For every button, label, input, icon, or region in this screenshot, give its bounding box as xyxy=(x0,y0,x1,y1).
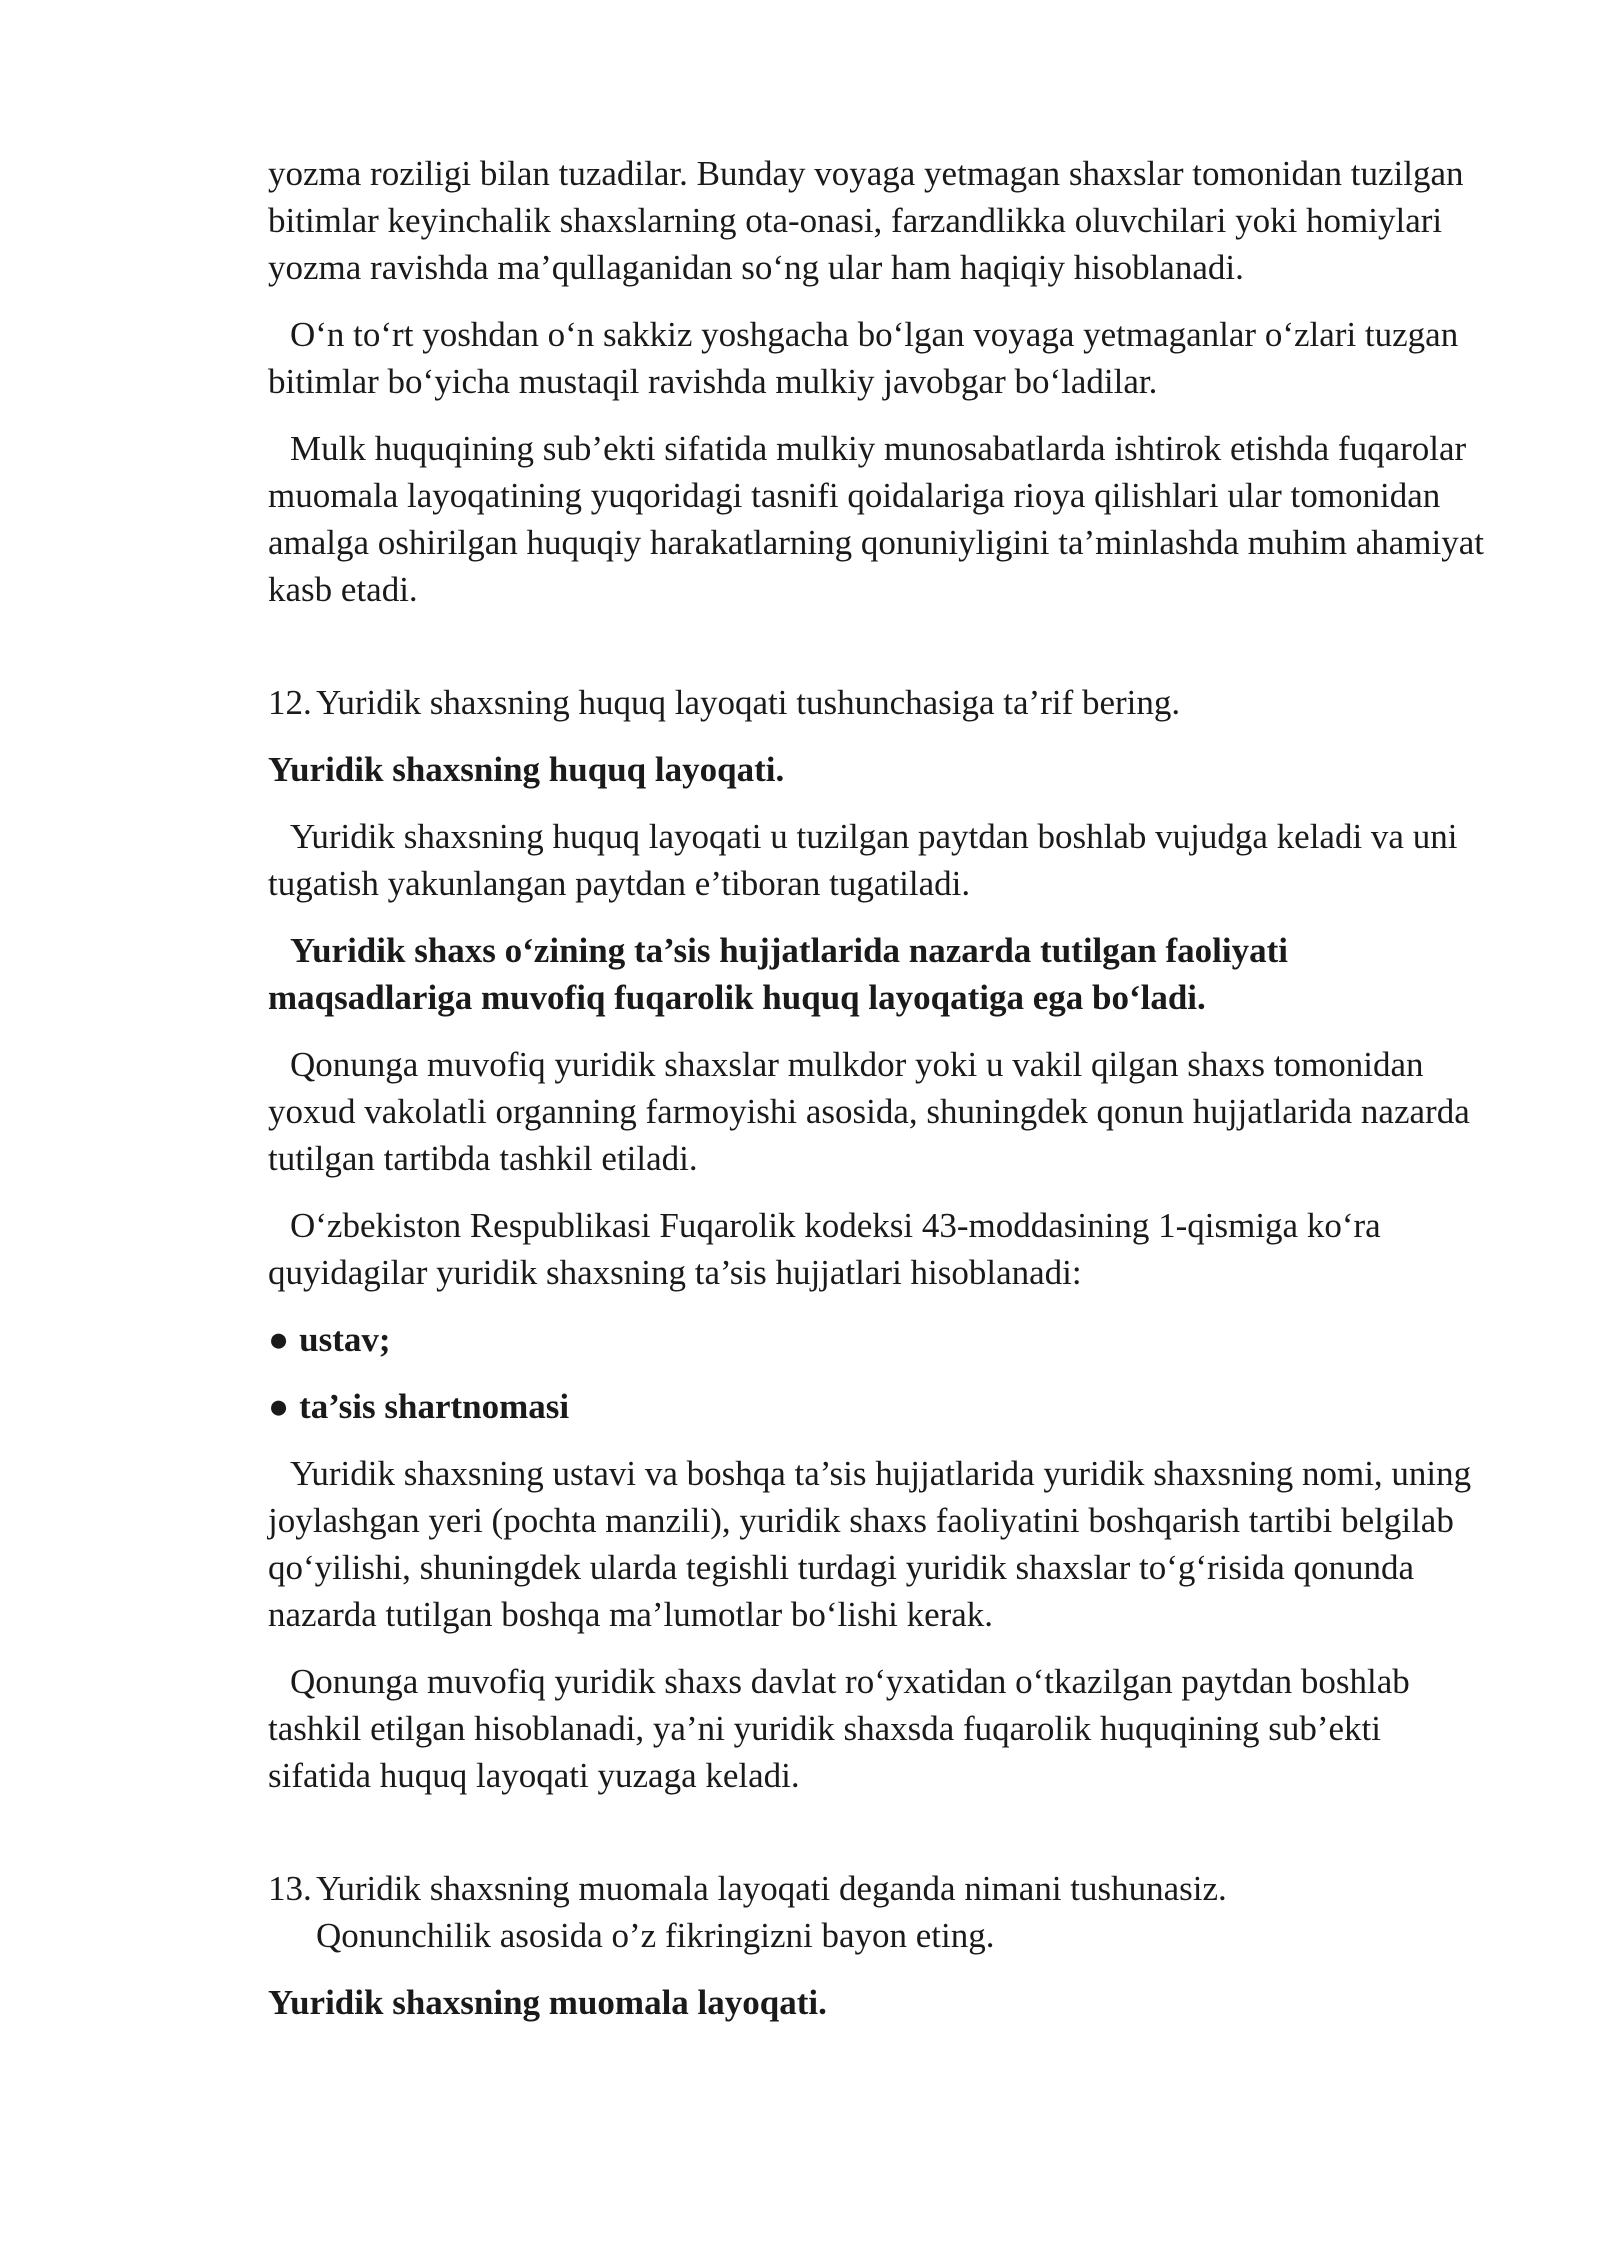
paragraph-property-rights: Mulk huquqining sub’ekti sifatida mulkiy munosabatlarda ishtirok etishda fuqarolar muomala layoqatining yuqoridagi tasnifi qoidalariga rioya qilishlari ular tomonidan amalga oshirilgan huquqiy harakatlarning qonuniyligini ta’minlashda muhim ahamiyat kasb etadi. xyxy=(268,429,1484,609)
paragraph-capacity-purpose: Yuridik shaxs o‘zining ta’sis hujjatlarida nazarda tutilgan faoliyati maqsadlariga muvofiq fuqarolik huquq layoqatiga ega bo‘ladi. xyxy=(268,931,1288,1017)
paragraph-civil-code: O‘zbekiston Respublikasi Fuqarolik kodeksi 43-moddasining 1-qismiga ko‘ra quyidagilar yuridik shaxsning ta’sis hujjatlari hisoblanadi: xyxy=(268,1206,1381,1292)
section-spacer xyxy=(268,1819,1488,1865)
bullet-icon: ● xyxy=(268,1387,290,1426)
question-13 xyxy=(268,1865,1488,1959)
bullet-item-founding-agreement xyxy=(268,1383,1488,1430)
paragraph-capacity-origin: Yuridik shaxsning huquq layoqati u tuzilgan paytdan boshlab vujudga keladi va uni tugatish yakunlangan paytdan e’tiboran tugatiladi. xyxy=(268,817,1458,903)
question-13-line-1: Yuridik shaxsning muomala layoqati deganda nimani tushunasiz. xyxy=(316,1869,1227,1908)
question-13-line-2: Qonunchilik asosida o’z fikringizni bayon eting. xyxy=(316,1916,995,1955)
question-12-text: Yuridik shaxsning huquq layoqati tushunchasiga ta’rif bering. xyxy=(316,683,1181,722)
question-13-number: 13. xyxy=(268,1869,312,1908)
question-12-number: 12. xyxy=(268,683,312,722)
paragraph-charter-contents: Yuridik shaxsning ustavi va boshqa ta’sis hujjatlarida yuridik shaxsning nomi, uning joylashgan yeri (pochta manzili), yuridik shaxs faoliyatini boshqarish tartibi belgilab qo‘yilishi, shuningdek ularda tegishli turdagi yuridik shaxslar to‘g‘risida qonunda nazarda tutilgan boshqa ma’lumotlar bo‘lishi kerak. xyxy=(268,1454,1472,1634)
bullet-icon: ● xyxy=(268,1320,290,1359)
paragraph-registration: Qonunga muvofiq yuridik shaxs davlat ro‘yxatidan o‘tkazilgan paytdan boshlab tashkil etilgan hisoblanadi, ya’ni yuridik shaxsda fuqarolik huquqining sub’ekti sifatida huquq layoqati yuzaga keladi. xyxy=(268,1662,1410,1795)
section-spacer xyxy=(268,633,1488,679)
document-page xyxy=(268,150,1488,2046)
bullet-text: ustav; xyxy=(299,1320,391,1359)
question-12 xyxy=(268,679,1488,726)
bullet-text: ta’sis shartnomasi xyxy=(299,1387,570,1426)
heading-operational-capacity: Yuridik shaxsning muomala layoqati. xyxy=(268,1983,827,2022)
paragraph-establishment: Qonunga muvofiq yuridik shaxslar mulkdor yoki u vakil qilgan shaxs tomonidan yoxud vakolatli organning farmoyishi asosida, shuningdek qonun hujjatlarida nazarda tutilgan tartibda tashkil etiladi. xyxy=(268,1045,1470,1178)
paragraph-intro: yozma roziligi bilan tuzadilar. Bunday voyaga yetmagan shaxslar tomonidan tuzilgan bitimlar keyinchalik shaxslarning ota-onasi, farzandlikka oluvchilari yoki homiylari yozma ravishda ma’qullaganidan so‘ng ular ham haqiqiy hisoblanadi. xyxy=(268,154,1464,287)
paragraph-liability: O‘n to‘rt yoshdan o‘n sakkiz yoshgacha bo‘lgan voyaga yetmaganlar o‘zlari tuzgan bitimlar bo‘yicha mustaqil ravishda mulkiy javobgar bo‘ladilar. xyxy=(268,315,1459,401)
heading-legal-capacity: Yuridik shaxsning huquq layoqati. xyxy=(268,750,785,789)
bullet-item-charter xyxy=(268,1316,1488,1363)
